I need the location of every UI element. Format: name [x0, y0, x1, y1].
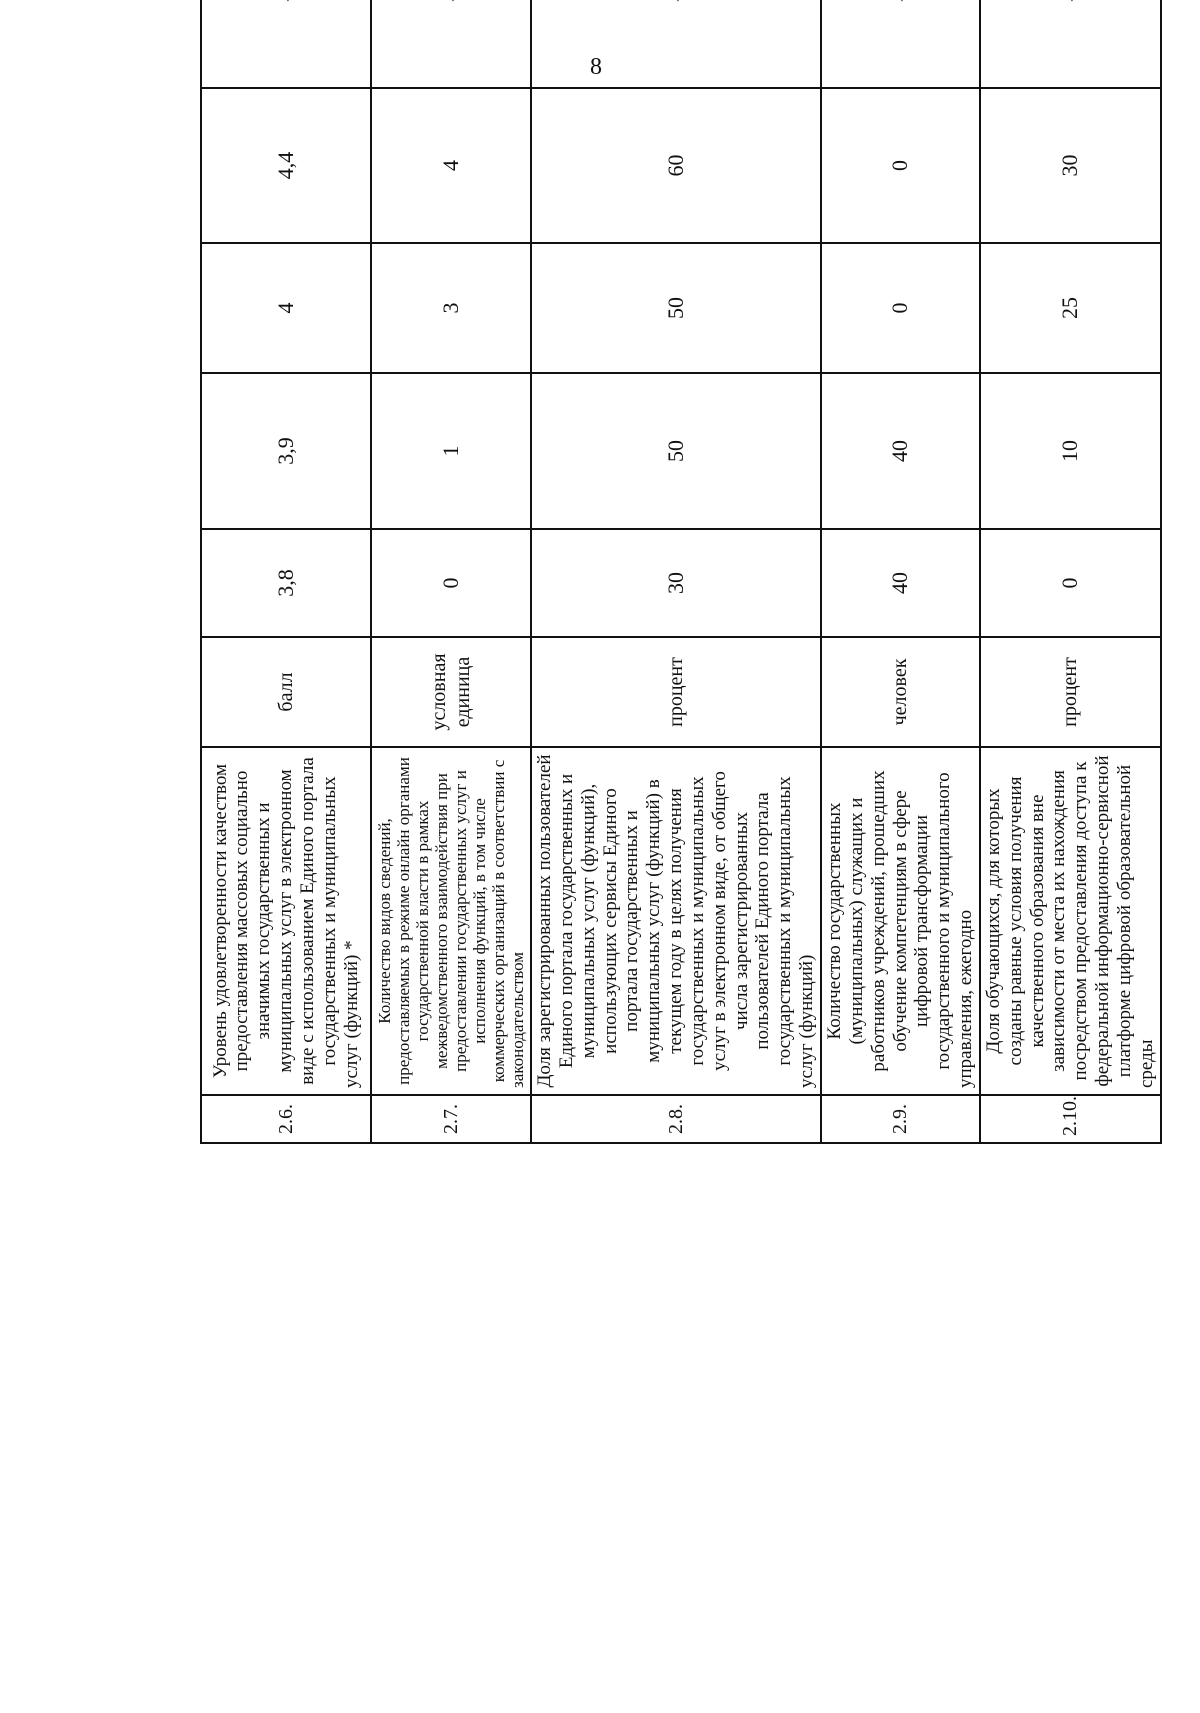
row-value-3: 0	[821, 243, 980, 373]
row-number: 2.6.	[201, 1095, 371, 1143]
row-value-4: 30	[980, 88, 1161, 243]
row-number: 2.8.	[531, 1095, 821, 1143]
row-unit: процент	[531, 637, 821, 747]
row-value-5	[371, 0, 531, 88]
table-row	[531, 0, 821, 1143]
row-value-3: 4	[201, 243, 371, 373]
page-number: 8	[590, 54, 602, 80]
row-unit: условная единица	[371, 637, 531, 747]
row-value-4: 60	[531, 88, 821, 243]
row-value-2: 10	[980, 373, 1161, 529]
row-number: 2.9.	[821, 1095, 980, 1143]
row-value-1: 0	[371, 529, 531, 637]
row-value-5	[980, 0, 1161, 88]
row-description: Количество государственных (муниципальных) служащих и работников учреждений, прошедших обучение компетенциям в сфере цифровой трансформации государственного и муниципального управления, ежегодно	[821, 747, 980, 1095]
row-value-1: 30	[531, 529, 821, 637]
table-row	[371, 0, 531, 1143]
row-description: Количество видов сведений, предоставляемых в режиме онлайн органами государственной власти в рамках межведомственного взаимодействия при предоставлении государственных услуг и исполнения функций, в том числе коммерческих организаций в соответствии с законодательством	[371, 747, 531, 1095]
row-description: Доля зарегистрированных пользователей Единого портала государственных и муниципальных услуг (функций), использующих сервисы Единого портала государственных и муниципальных услуг (функций) в текущем году в целях получения государственных и муниципальных услуг в электронном виде, от общего числа зарегистрированных пользователей Единого портала государственных и муниципальных услуг (функций)	[531, 747, 821, 1095]
row-value-2: 3,9	[201, 373, 371, 529]
indicators-table	[200, 0, 1162, 1144]
row-value-3: 3	[371, 243, 531, 373]
row-value-3: 50	[531, 243, 821, 373]
row-value-1: 0	[980, 529, 1161, 637]
row-value-5	[531, 0, 821, 88]
table-row	[980, 0, 1161, 1143]
row-number: 2.10.	[980, 1095, 1161, 1143]
row-description: Уровень удовлетворенности качеством предоставления массовых социально значимых государственных и муниципальных услуг в электронном виде с использованием Единого портала государственных и муниципальных услуг (функций) *	[201, 747, 371, 1095]
row-value-4: 4,4	[201, 88, 371, 243]
row-value-5	[201, 0, 371, 88]
rotated-table-container	[200, 104, 1157, 1144]
table-row	[821, 0, 980, 1143]
row-value-2: 40	[821, 373, 980, 529]
row-value-2: 1	[371, 373, 531, 529]
row-value-1: 40	[821, 529, 980, 637]
table-row	[201, 0, 371, 1143]
row-number: 2.7.	[371, 1095, 531, 1143]
row-value-3: 25	[980, 243, 1161, 373]
row-unit: процент	[980, 637, 1161, 747]
row-value-4: 0	[821, 88, 980, 243]
row-value-5	[821, 0, 980, 88]
row-unit: человек	[821, 637, 980, 747]
row-description: Доля обучающихся, для которых созданы равные условия получения качественного образования вне зависимости от места их нахождения посредством предоставления доступа к федеральной информационно-сервисной платформе цифровой образовательной среды	[980, 747, 1161, 1095]
row-value-2: 50	[531, 373, 821, 529]
row-value-4: 4	[371, 88, 531, 243]
row-value-1: 3,8	[201, 529, 371, 637]
row-unit: балл	[201, 637, 371, 747]
